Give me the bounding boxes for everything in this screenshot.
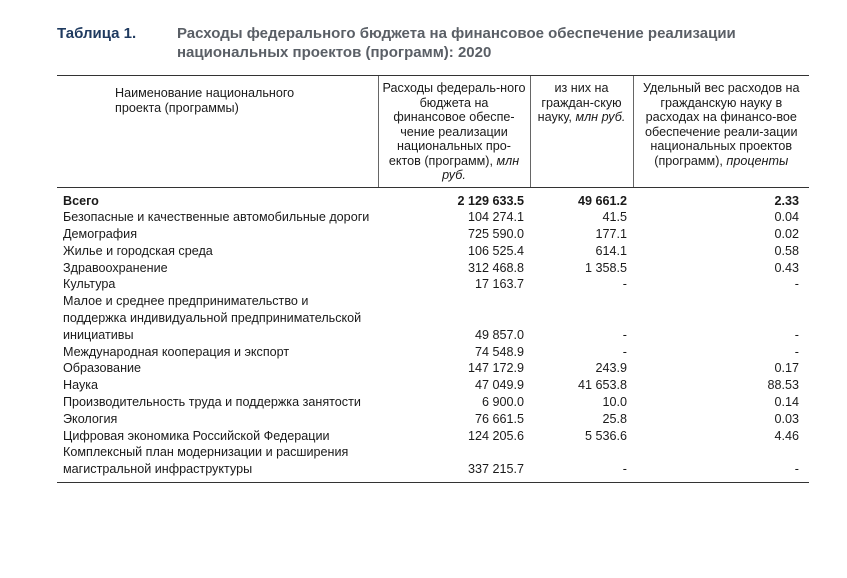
cell-share: 0.04 [774, 210, 799, 225]
cell-spending: 106 525.4 [467, 243, 524, 258]
header-spending-text: Расходы федераль-ного бюджета на финансовое обеспе-чение реализации национальных про-ектов (программ), [382, 81, 526, 168]
cell-project-name: Малое и среднее предпринимательство и поддержка индивидуальной предпринимательской инициативы [63, 294, 362, 342]
cell-science: - [622, 344, 627, 359]
cell-share: - [794, 277, 799, 292]
header-share [633, 76, 809, 188]
cell-share: 4.46 [774, 428, 799, 443]
cell-science: 25.8 [602, 411, 627, 426]
table-row [57, 377, 809, 394]
cell-project-name: Комплексный план модернизации и расширения магистральной инфраструктуры [57, 444, 378, 482]
cell-spending: 74 548.9 [474, 344, 524, 359]
cell-project-name: Культура [63, 277, 116, 292]
cell-spending: 49 857.0 [474, 327, 524, 342]
table-row [57, 411, 809, 428]
table-row [57, 344, 809, 361]
header-share-text: Удельный вес расходов на гражданскую науку в расходах на финансо-вое обеспечение реали-зации национальных проектов (программ), [643, 81, 800, 168]
table-row [57, 276, 809, 293]
cell-share: 0.58 [774, 243, 799, 258]
header-spending-unit: млн руб. [442, 153, 520, 182]
table-row [57, 293, 809, 343]
header-project-name [57, 76, 378, 188]
header-science-unit: млн руб. [575, 110, 626, 124]
cell-share: - [794, 344, 799, 359]
cell-science: - [622, 327, 627, 342]
cell-spending: 6 900.0 [481, 395, 524, 410]
cell-science: 177.1 [595, 227, 627, 242]
cell-spending: 17 163.7 [474, 277, 524, 292]
cell-project-name: Образование [63, 361, 142, 376]
cell-science: 10.0 [602, 395, 627, 410]
cell-project-name: Международная кооперация и экспорт [63, 344, 290, 359]
table-row [57, 428, 809, 445]
table-row [57, 444, 809, 482]
cell-science: 41 653.8 [577, 378, 627, 393]
cell-spending: 2 129 633.5 [457, 193, 524, 208]
cell-spending: 47 049.9 [474, 378, 524, 393]
cell-science: 41.5 [602, 210, 627, 225]
cell-spending: 725 590.0 [467, 227, 524, 242]
cell-share: 0.14 [774, 395, 799, 410]
cell-project-name: Цифровая экономика Российской Федерации [63, 428, 330, 443]
cell-share: 0.02 [774, 227, 799, 242]
cell-share: 2.33 [774, 193, 799, 208]
table-row [57, 360, 809, 377]
budget-table [57, 75, 809, 483]
cell-share: 0.17 [774, 361, 799, 376]
cell-science: 614.1 [595, 243, 627, 258]
cell-share: 0.03 [774, 411, 799, 426]
header-science-text: из них на граждан-скую науку, [537, 81, 622, 124]
cell-spending: 124 205.6 [467, 428, 524, 443]
table-number: Таблица 1. [57, 25, 137, 42]
cell-spending: 147 172.9 [467, 361, 524, 376]
cell-project-name: Демография [63, 227, 138, 242]
cell-project-name: Производительность труда и поддержка занятости [63, 395, 361, 410]
cell-science: 243.9 [595, 361, 627, 376]
cell-spending: 104 274.1 [467, 210, 524, 225]
table-title: Расходы федерального бюджета на финансовое обеспечение реализации национальных проектов (программ): 2020 [177, 25, 736, 61]
cell-project-name: Безопасные и качественные автомобильные дороги [63, 210, 370, 225]
cell-spending: 337 215.7 [378, 444, 530, 482]
cell-project-name: Здравоохранение [63, 260, 168, 275]
cell-science: - [622, 277, 627, 292]
cell-science: 49 661.2 [577, 193, 627, 208]
table-caption [57, 24, 737, 62]
table-row [57, 226, 809, 243]
cell-share: 0.43 [774, 260, 799, 275]
cell-project-name: Жилье и городская среда [63, 243, 213, 258]
header-project-name-text: Наименование национального проекта (программы) [115, 86, 295, 115]
cell-project-name: Наука [63, 378, 99, 393]
table-body [57, 187, 809, 483]
cell-spending: 312 468.8 [467, 260, 524, 275]
table-row [57, 394, 809, 411]
total-row [57, 187, 809, 209]
cell-share: 88.53 [767, 378, 799, 393]
cell-share: - [633, 444, 809, 482]
table-header [57, 76, 809, 188]
table-row [57, 260, 809, 277]
cell-share: - [794, 327, 799, 342]
cell-project-name: Всего [63, 193, 99, 208]
cell-science: - [530, 444, 633, 482]
table-row [57, 209, 809, 226]
header-science [530, 76, 633, 188]
cell-project-name: Экология [63, 411, 118, 426]
cell-science: 5 536.6 [584, 428, 627, 443]
cell-spending: 76 661.5 [474, 411, 524, 426]
header-spending [378, 76, 530, 188]
table-row [57, 243, 809, 260]
header-share-unit: проценты [726, 153, 789, 168]
cell-science: 1 358.5 [584, 260, 627, 275]
